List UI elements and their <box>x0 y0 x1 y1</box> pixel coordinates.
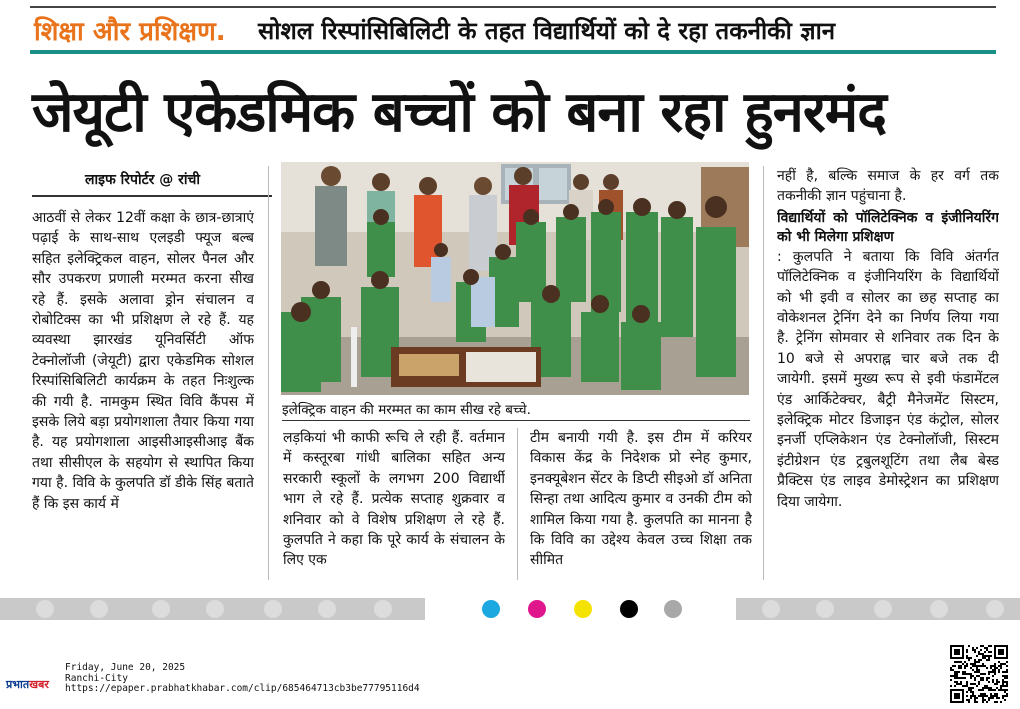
header-top-rule <box>30 6 996 8</box>
qr-code-icon[interactable] <box>950 645 1008 703</box>
article-photo <box>281 162 749 395</box>
registration-dot <box>528 600 546 618</box>
header-bottom-rule <box>30 50 996 54</box>
registration-dot <box>574 600 592 618</box>
article-column-2: लड़कियां भी काफी रूचि ले रही हैं. वर्तमान में कस्तूरबा गांधी बालिका सहित अन्य सरकारी स्कूलों के लगभग 200 विद्यार्थी भाग ले रहे हैं. प्रत्येक सप्ताह शुक्रवार व शनिवार को वे विशेष प्रशिक्षण ले रहे हैं. कुलपति ने कहा कि पूरे कार्य के संचालन के लिए एक <box>283 430 505 569</box>
brand-name-part-1: प्रभात <box>6 678 30 691</box>
article-column-4 <box>777 166 999 586</box>
clip-url-link[interactable]: https://epaper.prabhatkhabar.com/clip/685464713cb3be77795116d4 <box>65 683 420 694</box>
column-divider <box>517 428 518 580</box>
photo-caption: इलेक्ट्रिक वाहन की मरम्मत का काम सीख रहे बच्चे. <box>282 402 531 418</box>
byline: लाइफ रिपोर्टर @ रांची <box>85 172 200 188</box>
section-header <box>30 6 996 54</box>
column-4-body: : कुलपति ने बताया कि विवि अंतर्गत पॉलिटेक्निक व इंजीनियरिंग के विद्यार्थियों को भी इवी व सोलर का छह सप्ताह का वोकेशनल ट्रेनिंग देने का निर्णय लिया गया है. ट्रेनिंग सोमवार से शनिवार तक दिन के 10 बजे से अपराह्न चार बजे तक दी जायेगी. इसमें मुख्य रूप से इवी फंडामेंटल एंड आर्किटेक्चर, बैट्री मैनेजमेंट सिस्टम, इलेक्ट्रिक मोटर डिजाइन एंड कंट्रोल, सोलर इनर्जी एप्लिकेशन एंड टेक्नोलॉजी, सिस्टम इंटीग्रेशन एंड ट्रबुलशूटिंग तथा लैब बेस्ड प्रैक्टिस एंड लाइव डेमोस्ट्रेशन का प्रशिक्षण दिया जायेगा. <box>777 248 999 510</box>
column-4-subheading: विद्यार्थियों को पॉलिटेक्निक व इंजीनियरिंग को भी मिलेगा प्रशिक्षण <box>777 209 999 245</box>
column-divider <box>268 166 269 580</box>
brand-name-part-2: खबर <box>29 678 49 691</box>
edition-name: Ranchi-City <box>65 672 128 684</box>
caption-rule <box>282 420 750 421</box>
section-kicker: शिक्षा और प्रशिक्षण. <box>34 17 226 47</box>
registration-bar-right <box>736 598 1020 620</box>
edition-date: Friday, June 20, 2025 <box>65 662 186 673</box>
article-column-3: टीम बनायी गयी है. इस टीम में करियर विकास केंद्र के निदेशक प्रो स्नेह कुमार, इनक्यूबेशन सेंटर के डिप्टी सीइओ डॉ अनिता सिन्हा तथा आदित्य कुमार व उनकी टीम को शामिल किया गया है. कुलपति का मानना है कि विवि का उद्देश्य केवल उच्च शिक्षा तक सीमित <box>530 430 752 569</box>
header-subhead: सोशल रिस्पांसिबिलिटी के तहत विद्यार्थियों को दे रहा तकनीकी ज्ञान <box>258 17 836 45</box>
registration-dot <box>620 600 638 618</box>
article-column-1: आठवीं से लेकर 12वीं कक्षा के छात्र-छात्राएं पढ़ाई के साथ-साथ एलइडी फ्यूज बल्ब सहित इलेक्ट्रिकल वाहन, सोलर पैनल और सौर उपकरण प्रणाली मरम्मत करना सीख रहे हैं. इसके अलावा ड्रोन संचालन व रोबोटिक्स का भी प्रशिक्षण ले रहे हैं. यह व्यवस्था झारखंड यूनिवर्सिटी ऑफ टेक्नोलॉजी (जेयूटी) द्वारा एकेडमिक सोशल रिस्पांसिबिलिटी कार्यक्रम के तहत निःशुल्क की गयी है. नामकुम स्थित विवि कैंपस में इसके लिये बड़ा प्रयोगशाला तैयार किया गया है. यह प्रयोगशाला आइसीआइसीआइ बैंक तथा सीसीएल के सहयोग से स्थापित किया गया है. विवि के कुलपति डॉ डीके सिंह बताते हैं कि इस कार्य में <box>32 210 254 512</box>
photo-illustration <box>281 162 749 395</box>
column-4-intro: नहीं है, बल्कि समाज के हर वर्ग तक तकनीकी ज्ञान पहुंचाना है. <box>777 168 999 205</box>
article-headline: जेयूटी एकेडमिक बच्चों को बना रहा हुनरमंद <box>32 80 886 145</box>
registration-dot <box>482 600 500 618</box>
clip-metadata <box>65 663 420 695</box>
registration-bar-left <box>0 598 425 620</box>
byline-rule <box>32 195 272 197</box>
column-divider <box>763 166 764 580</box>
brand-logo <box>6 677 49 692</box>
registration-dot <box>664 600 682 618</box>
